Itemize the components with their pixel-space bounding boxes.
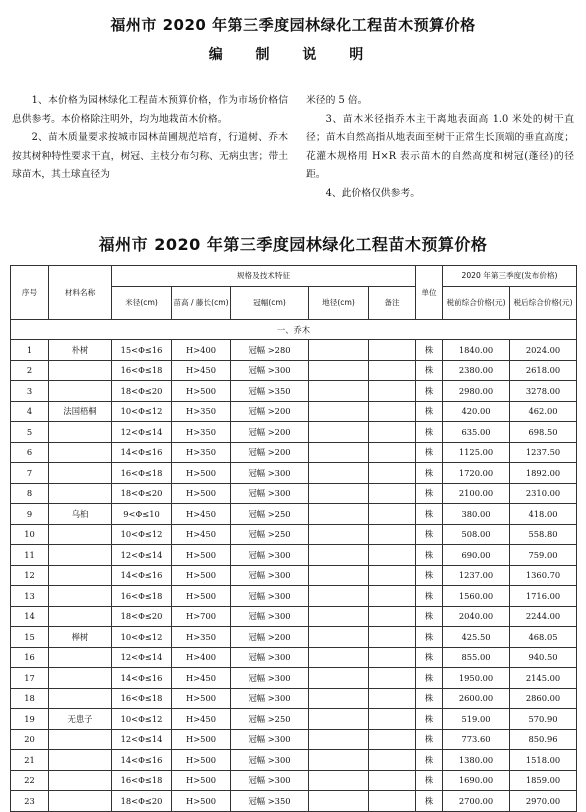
cell-price-post-tax: 759.00 xyxy=(510,545,577,566)
cell-unit: 株 xyxy=(416,606,443,627)
table-row xyxy=(11,401,577,422)
cell-seq: 11 xyxy=(11,545,49,566)
cell-crown: 冠幅 >300 xyxy=(231,463,309,484)
cell-seq: 23 xyxy=(11,791,49,812)
cell-price-pre-tax: 380.00 xyxy=(443,504,510,525)
cell-seq: 17 xyxy=(11,668,49,689)
cell-seq: 14 xyxy=(11,606,49,627)
note-paragraph-3: 3、苗木米径指乔木主干离地表面高 1.0 米处的树干直径；苗木自然高指从地表面至树干正常生长顶端的垂直高度；花灌木规格用 H×R 表示苗木的自然高度和树冠(蓬径)的径距。 xyxy=(306,113,574,181)
cell-unit: 株 xyxy=(416,647,443,668)
cell-crown: 冠幅 >200 xyxy=(231,422,309,443)
cell-height: H>450 xyxy=(172,360,231,381)
cell-seq: 22 xyxy=(11,770,49,791)
cell-diameter: 16<Φ≤18 xyxy=(112,688,172,709)
cell-price-pre-tax: 635.00 xyxy=(443,422,510,443)
note-paragraph-2: 2、苗木质量要求按城市园林苗圃规范培育，行道树、乔木按其树种特性要求干直，树冠、主枝分布匀称、无病虫害；带土球苗木，其土球直径为 xyxy=(12,132,288,181)
cell-crown: 冠幅 >300 xyxy=(231,586,309,607)
cell-seq: 15 xyxy=(11,627,49,648)
cell-ground-diameter xyxy=(309,422,369,443)
section-label: 一、乔木 xyxy=(11,320,577,340)
cell-diameter: 18<Φ≤20 xyxy=(112,483,172,504)
cell-seq: 10 xyxy=(11,524,49,545)
cell-seq: 18 xyxy=(11,688,49,709)
cell-ground-diameter xyxy=(309,709,369,730)
cell-unit: 株 xyxy=(416,340,443,361)
cell-price-pre-tax: 2100.00 xyxy=(443,483,510,504)
cell-price-pre-tax: 519.00 xyxy=(443,709,510,730)
cell-material-name xyxy=(49,565,112,586)
table-row xyxy=(11,729,577,750)
section-row xyxy=(11,320,577,340)
cell-diameter: 14<Φ≤16 xyxy=(112,668,172,689)
table-row xyxy=(11,483,577,504)
cell-remark xyxy=(369,770,416,791)
cell-price-post-tax: 2145.00 xyxy=(510,668,577,689)
cell-price-pre-tax: 1560.00 xyxy=(443,586,510,607)
cell-price-pre-tax: 2700.00 xyxy=(443,791,510,812)
cell-price-post-tax: 462.00 xyxy=(510,401,577,422)
cell-crown: 冠幅 >300 xyxy=(231,647,309,668)
note-paragraph-1: 1、本价格为园林绿化工程苗木预算价格，作为市场价格信息供参考。本价格除注明外，均为地栽苗木价格。 xyxy=(12,95,288,125)
cell-ground-diameter xyxy=(309,545,369,566)
cell-material-name xyxy=(49,729,112,750)
cell-crown: 冠幅 >300 xyxy=(231,729,309,750)
cell-height: H>350 xyxy=(172,422,231,443)
cell-height: H>350 xyxy=(172,401,231,422)
cell-unit: 株 xyxy=(416,770,443,791)
cell-crown: 冠幅 >250 xyxy=(231,504,309,525)
notes-section xyxy=(12,92,574,210)
header-height: 苗高 / 藤长(cm) xyxy=(172,287,231,320)
cell-diameter: 12<Φ≤14 xyxy=(112,545,172,566)
cell-price-pre-tax: 1720.00 xyxy=(443,463,510,484)
cell-seq: 12 xyxy=(11,565,49,586)
table-row xyxy=(11,709,577,730)
cell-height: H>500 xyxy=(172,770,231,791)
cell-unit: 株 xyxy=(416,504,443,525)
cell-crown: 冠幅 >200 xyxy=(231,442,309,463)
cell-price-pre-tax: 773.60 xyxy=(443,729,510,750)
cell-diameter: 16<Φ≤18 xyxy=(112,463,172,484)
cell-price-pre-tax: 1125.00 xyxy=(443,442,510,463)
note-paragraph-2-continued: 米径的 5 倍。 xyxy=(306,95,368,106)
cell-price-post-tax: 2860.00 xyxy=(510,688,577,709)
header-material-name: 材料名称 xyxy=(49,266,112,320)
cell-remark xyxy=(369,668,416,689)
table-row xyxy=(11,340,577,361)
cell-price-post-tax: 558.80 xyxy=(510,524,577,545)
cell-diameter: 9<Φ≤10 xyxy=(112,504,172,525)
price-table xyxy=(10,265,577,812)
cell-ground-diameter xyxy=(309,463,369,484)
cell-price-post-tax: 2310.00 xyxy=(510,483,577,504)
header-ground-diameter: 地径(cm) xyxy=(309,287,369,320)
cell-unit: 株 xyxy=(416,586,443,607)
cell-height: H>500 xyxy=(172,729,231,750)
cell-ground-diameter xyxy=(309,340,369,361)
cell-unit: 株 xyxy=(416,791,443,812)
header-unit: 单位 xyxy=(416,266,443,320)
document-subtitle: 编 制 说 明 xyxy=(208,47,378,63)
document-title: 福州市 2020 年第三季度园林绿化工程苗木预算价格 xyxy=(110,16,476,34)
cell-price-post-tax: 468.05 xyxy=(510,627,577,648)
cell-height: H>350 xyxy=(172,627,231,648)
cell-price-pre-tax: 1237.00 xyxy=(443,565,510,586)
cell-price-post-tax: 1518.00 xyxy=(510,750,577,771)
table-row xyxy=(11,422,577,443)
cell-diameter: 16<Φ≤18 xyxy=(112,586,172,607)
cell-remark xyxy=(369,483,416,504)
cell-material-name xyxy=(49,442,112,463)
cell-remark xyxy=(369,442,416,463)
cell-ground-diameter xyxy=(309,401,369,422)
cell-crown: 冠幅 >300 xyxy=(231,606,309,627)
table-row xyxy=(11,504,577,525)
cell-unit: 株 xyxy=(416,668,443,689)
cell-price-post-tax: 850.96 xyxy=(510,729,577,750)
cell-crown: 冠幅 >300 xyxy=(231,668,309,689)
cell-ground-diameter xyxy=(309,770,369,791)
cell-remark xyxy=(369,422,416,443)
notes-left-column xyxy=(12,92,288,185)
cell-remark xyxy=(369,647,416,668)
cell-crown: 冠幅 >350 xyxy=(231,381,309,402)
cell-diameter: 18<Φ≤20 xyxy=(112,381,172,402)
cell-price-post-tax: 1237.50 xyxy=(510,442,577,463)
cell-unit: 株 xyxy=(416,422,443,443)
table-row xyxy=(11,463,577,484)
cell-price-post-tax: 1859.00 xyxy=(510,770,577,791)
cell-height: H>500 xyxy=(172,483,231,504)
table-row xyxy=(11,565,577,586)
table-body xyxy=(11,320,577,812)
cell-seq: 3 xyxy=(11,381,49,402)
cell-price-post-tax: 1716.00 xyxy=(510,586,577,607)
cell-price-pre-tax: 425.50 xyxy=(443,627,510,648)
cell-seq: 21 xyxy=(11,750,49,771)
cell-seq: 6 xyxy=(11,442,49,463)
cell-price-pre-tax: 855.00 xyxy=(443,647,510,668)
cell-remark xyxy=(369,360,416,381)
cell-remark xyxy=(369,504,416,525)
cell-ground-diameter xyxy=(309,791,369,812)
table-row xyxy=(11,647,577,668)
table-row xyxy=(11,545,577,566)
cell-remark xyxy=(369,586,416,607)
cell-diameter: 14<Φ≤16 xyxy=(112,442,172,463)
cell-ground-diameter xyxy=(309,586,369,607)
header-price-post-tax: 税后综合价格(元) xyxy=(510,287,577,320)
header-price-group: 2020 年第三季度(发布价格) xyxy=(443,266,577,287)
cell-diameter: 18<Φ≤20 xyxy=(112,791,172,812)
cell-price-post-tax: 418.00 xyxy=(510,504,577,525)
cell-unit: 株 xyxy=(416,545,443,566)
cell-seq: 20 xyxy=(11,729,49,750)
cell-remark xyxy=(369,791,416,812)
cell-material-name: 乌桕 xyxy=(49,504,112,525)
cell-material-name xyxy=(49,360,112,381)
cell-height: H>350 xyxy=(172,442,231,463)
cell-material-name xyxy=(49,750,112,771)
cell-seq: 2 xyxy=(11,360,49,381)
cell-remark xyxy=(369,524,416,545)
cell-material-name xyxy=(49,422,112,443)
cell-height: H>450 xyxy=(172,709,231,730)
header-remark: 备注 xyxy=(369,287,416,320)
cell-ground-diameter xyxy=(309,668,369,689)
cell-crown: 冠幅 >200 xyxy=(231,627,309,648)
cell-material-name xyxy=(49,606,112,627)
cell-remark xyxy=(369,565,416,586)
cell-price-post-tax: 570.90 xyxy=(510,709,577,730)
cell-unit: 株 xyxy=(416,463,443,484)
cell-unit: 株 xyxy=(416,709,443,730)
cell-unit: 株 xyxy=(416,750,443,771)
cell-price-post-tax: 2970.00 xyxy=(510,791,577,812)
cell-unit: 株 xyxy=(416,360,443,381)
cell-unit: 株 xyxy=(416,627,443,648)
cell-diameter: 10<Φ≤12 xyxy=(112,524,172,545)
cell-remark xyxy=(369,729,416,750)
cell-height: H>500 xyxy=(172,463,231,484)
cell-seq: 13 xyxy=(11,586,49,607)
cell-height: H>500 xyxy=(172,688,231,709)
cell-price-post-tax: 940.50 xyxy=(510,647,577,668)
cell-material-name xyxy=(49,463,112,484)
cell-remark xyxy=(369,688,416,709)
cell-diameter: 10<Φ≤12 xyxy=(112,627,172,648)
cell-crown: 冠幅 >250 xyxy=(231,709,309,730)
cell-diameter: 16<Φ≤18 xyxy=(112,360,172,381)
cell-unit: 株 xyxy=(416,688,443,709)
table-row xyxy=(11,586,577,607)
cell-material-name xyxy=(49,668,112,689)
cell-price-post-tax: 1892.00 xyxy=(510,463,577,484)
table-row xyxy=(11,524,577,545)
table-row xyxy=(11,668,577,689)
table-row xyxy=(11,442,577,463)
table-row xyxy=(11,360,577,381)
cell-height: H>450 xyxy=(172,668,231,689)
cell-material-name xyxy=(49,647,112,668)
cell-material-name: 朴树 xyxy=(49,340,112,361)
cell-material-name: 无患子 xyxy=(49,709,112,730)
cell-ground-diameter xyxy=(309,606,369,627)
cell-price-post-tax: 3278.00 xyxy=(510,381,577,402)
cell-diameter: 16<Φ≤18 xyxy=(112,770,172,791)
cell-material-name xyxy=(49,483,112,504)
cell-remark xyxy=(369,709,416,730)
cell-height: H>500 xyxy=(172,791,231,812)
cell-ground-diameter xyxy=(309,647,369,668)
cell-ground-diameter xyxy=(309,688,369,709)
cell-crown: 冠幅 >280 xyxy=(231,340,309,361)
cell-ground-diameter xyxy=(309,565,369,586)
cell-unit: 株 xyxy=(416,483,443,504)
cell-unit: 株 xyxy=(416,729,443,750)
cell-remark xyxy=(369,340,416,361)
cell-diameter: 14<Φ≤16 xyxy=(112,565,172,586)
cell-unit: 株 xyxy=(416,401,443,422)
cell-price-pre-tax: 1690.00 xyxy=(443,770,510,791)
cell-ground-diameter xyxy=(309,381,369,402)
cell-height: H>700 xyxy=(172,606,231,627)
cell-price-post-tax: 2244.00 xyxy=(510,606,577,627)
cell-remark xyxy=(369,463,416,484)
notes-right-column xyxy=(306,92,574,204)
table-title: 福州市 2020 年第三季度园林绿化工程苗木预算价格 xyxy=(98,235,488,254)
cell-price-pre-tax: 420.00 xyxy=(443,401,510,422)
header-crown: 冠幅(cm) xyxy=(231,287,309,320)
cell-seq: 8 xyxy=(11,483,49,504)
cell-remark xyxy=(369,606,416,627)
cell-material-name xyxy=(49,770,112,791)
cell-height: H>500 xyxy=(172,565,231,586)
cell-seq: 4 xyxy=(11,401,49,422)
cell-ground-diameter xyxy=(309,524,369,545)
cell-height: H>400 xyxy=(172,340,231,361)
cell-height: H>450 xyxy=(172,524,231,545)
cell-crown: 冠幅 >350 xyxy=(231,791,309,812)
cell-diameter: 18<Φ≤20 xyxy=(112,606,172,627)
cell-diameter: 12<Φ≤14 xyxy=(112,422,172,443)
cell-price-pre-tax: 2040.00 xyxy=(443,606,510,627)
header-price-pre-tax: 税前综合价格(元) xyxy=(443,287,510,320)
cell-diameter: 14<Φ≤16 xyxy=(112,750,172,771)
cell-remark xyxy=(369,627,416,648)
cell-remark xyxy=(369,750,416,771)
cell-material-name: 榉树 xyxy=(49,627,112,648)
cell-remark xyxy=(369,545,416,566)
cell-ground-diameter xyxy=(309,504,369,525)
cell-material-name xyxy=(49,586,112,607)
note-paragraph-4: 4、此价格仅供参考。 xyxy=(325,187,420,199)
cell-seq: 5 xyxy=(11,422,49,443)
table-row xyxy=(11,627,577,648)
cell-height: H>450 xyxy=(172,504,231,525)
cell-ground-diameter xyxy=(309,627,369,648)
header-diameter: 米径(cm) xyxy=(112,287,172,320)
cell-unit: 株 xyxy=(416,442,443,463)
cell-price-pre-tax: 2380.00 xyxy=(443,360,510,381)
cell-material-name xyxy=(49,524,112,545)
cell-price-post-tax: 1360.70 xyxy=(510,565,577,586)
cell-ground-diameter xyxy=(309,729,369,750)
header-seq: 序号 xyxy=(11,266,49,320)
cell-crown: 冠幅 >300 xyxy=(231,565,309,586)
cell-diameter: 10<Φ≤12 xyxy=(112,709,172,730)
cell-height: H>500 xyxy=(172,586,231,607)
cell-diameter: 15<Φ≤16 xyxy=(112,340,172,361)
cell-seq: 9 xyxy=(11,504,49,525)
cell-price-pre-tax: 508.00 xyxy=(443,524,510,545)
cell-ground-diameter xyxy=(309,483,369,504)
cell-diameter: 10<Φ≤12 xyxy=(112,401,172,422)
table-row xyxy=(11,770,577,791)
cell-material-name xyxy=(49,545,112,566)
cell-price-post-tax: 2618.00 xyxy=(510,360,577,381)
cell-remark xyxy=(369,401,416,422)
cell-crown: 冠幅 >300 xyxy=(231,770,309,791)
cell-unit: 株 xyxy=(416,381,443,402)
cell-material-name xyxy=(49,791,112,812)
cell-seq: 1 xyxy=(11,340,49,361)
cell-seq: 19 xyxy=(11,709,49,730)
cell-price-pre-tax: 2600.00 xyxy=(443,688,510,709)
cell-unit: 株 xyxy=(416,565,443,586)
cell-height: H>500 xyxy=(172,750,231,771)
cell-crown: 冠幅 >200 xyxy=(231,401,309,422)
cell-height: H>400 xyxy=(172,647,231,668)
cell-ground-diameter xyxy=(309,360,369,381)
cell-material-name xyxy=(49,688,112,709)
cell-price-pre-tax: 1950.00 xyxy=(443,668,510,689)
cell-ground-diameter xyxy=(309,750,369,771)
cell-crown: 冠幅 >300 xyxy=(231,360,309,381)
cell-seq: 16 xyxy=(11,647,49,668)
table-row xyxy=(11,381,577,402)
cell-unit: 株 xyxy=(416,524,443,545)
cell-price-post-tax: 698.50 xyxy=(510,422,577,443)
table-row xyxy=(11,791,577,812)
table-row xyxy=(11,688,577,709)
cell-height: H>500 xyxy=(172,381,231,402)
cell-crown: 冠幅 >300 xyxy=(231,750,309,771)
cell-crown: 冠幅 >300 xyxy=(231,483,309,504)
cell-price-pre-tax: 2980.00 xyxy=(443,381,510,402)
cell-remark xyxy=(369,381,416,402)
cell-price-pre-tax: 690.00 xyxy=(443,545,510,566)
cell-price-pre-tax: 1380.00 xyxy=(443,750,510,771)
header-spec-group: 规格及技术特征 xyxy=(112,266,416,287)
cell-material-name xyxy=(49,381,112,402)
cell-diameter: 12<Φ≤14 xyxy=(112,729,172,750)
cell-height: H>500 xyxy=(172,545,231,566)
table-row xyxy=(11,606,577,627)
cell-seq: 7 xyxy=(11,463,49,484)
cell-crown: 冠幅 >300 xyxy=(231,545,309,566)
cell-price-post-tax: 2024.00 xyxy=(510,340,577,361)
cell-price-pre-tax: 1840.00 xyxy=(443,340,510,361)
table-row xyxy=(11,750,577,771)
cell-diameter: 12<Φ≤14 xyxy=(112,647,172,668)
cell-ground-diameter xyxy=(309,442,369,463)
cell-crown: 冠幅 >250 xyxy=(231,524,309,545)
cell-material-name: 法国梧桐 xyxy=(49,401,112,422)
cell-crown: 冠幅 >300 xyxy=(231,688,309,709)
